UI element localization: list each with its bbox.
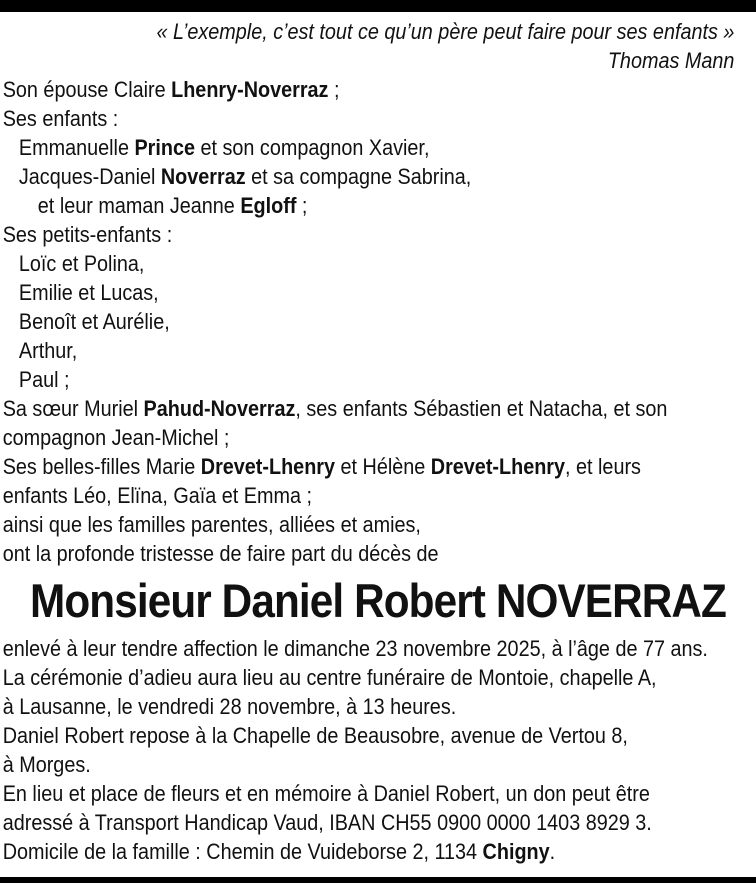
family-line xyxy=(0,365,756,394)
family-line xyxy=(0,249,756,278)
text-segment: Benoît et Aurélie, xyxy=(18,309,170,334)
top-border-bar xyxy=(0,0,756,12)
text-segment: Daniel Robert repose à la Chapelle de Beausobre, avenue de Vertou 8, xyxy=(2,723,628,748)
text-segment: Ses belles-filles Marie xyxy=(2,454,201,479)
family-line xyxy=(0,539,756,568)
ceremony-line xyxy=(0,634,756,663)
text-segment: à Morges. xyxy=(2,752,91,777)
text-segment: et Hélène xyxy=(335,454,431,479)
text-segment: et leur maman Jeanne xyxy=(37,193,241,218)
text-segment: à Lausanne, le vendredi 28 novembre, à 13 heures. xyxy=(2,694,457,719)
text-segment: , ses enfants Sébastien et Natacha, et son xyxy=(295,396,668,421)
text-segment: Domicile de la famille : Chemin de Vuideborse 2, 1134 xyxy=(2,839,483,864)
ceremony-line xyxy=(0,779,756,808)
text-segment: Paul ; xyxy=(18,367,70,392)
text-segment: Sa sœur Muriel xyxy=(2,396,144,421)
family-name-bold: Drevet-Lhenry xyxy=(430,454,566,479)
family-name-bold: Drevet-Lhenry xyxy=(200,454,336,479)
family-name-bold: Prince xyxy=(134,135,195,160)
family-line xyxy=(0,162,756,191)
family-name-bold: Egloff xyxy=(240,193,297,218)
memorial-quote: « L’exemple, c’est tout ce qu’un père peut faire pour ses enfants » xyxy=(156,19,735,44)
text-segment: compagnon Jean-Michel ; xyxy=(2,425,230,450)
text-segment: Loïc et Polina, xyxy=(18,251,145,276)
family-line xyxy=(0,336,756,365)
family-line xyxy=(0,510,756,539)
family-line xyxy=(0,75,756,104)
family-name-bold: Lhenry-Noverraz xyxy=(171,77,329,102)
text-segment: ; xyxy=(328,77,340,102)
family-line xyxy=(0,423,756,452)
text-segment: . xyxy=(549,839,556,864)
family-line xyxy=(0,307,756,336)
ceremony-line xyxy=(0,663,756,692)
text-segment: adressé à Transport Handicap Vaud, IBAN CH55 0900 0000 1403 8929 3. xyxy=(2,810,652,835)
notice-content xyxy=(0,12,756,866)
text-segment: Ses enfants : xyxy=(2,106,119,131)
family-line xyxy=(0,191,756,220)
family-name-bold: Chigny xyxy=(482,839,550,864)
family-line xyxy=(0,452,756,481)
text-segment: ainsi que les familles parentes, alliées et amies, xyxy=(2,512,421,537)
family-line xyxy=(0,278,756,307)
text-segment: , et leurs xyxy=(565,454,641,479)
family-line xyxy=(0,104,756,133)
family-announcement-block xyxy=(0,75,756,568)
bottom-border-bar xyxy=(0,877,756,883)
text-segment: Emmanuelle xyxy=(18,135,135,160)
ceremony-line xyxy=(0,837,756,866)
ceremony-line xyxy=(0,692,756,721)
family-name-bold: Noverraz xyxy=(160,164,246,189)
family-name-bold: Pahud-Noverraz xyxy=(143,396,296,421)
text-segment: Arthur, xyxy=(18,338,78,363)
text-segment: enlevé à leur tendre affection le dimanche 23 novembre 2025, à l’âge de 77 ans. xyxy=(2,636,708,661)
ceremony-line xyxy=(0,808,756,837)
text-segment: ; xyxy=(296,193,308,218)
text-segment: et sa compagne Sabrina, xyxy=(245,164,472,189)
deceased-name-title: Monsieur Daniel Robert NOVERRAZ xyxy=(30,574,726,627)
ceremony-line xyxy=(0,750,756,779)
text-segment: et son compagnon Xavier, xyxy=(194,135,430,160)
text-segment: Jacques-Daniel xyxy=(18,164,161,189)
ceremony-line xyxy=(0,721,756,750)
family-line xyxy=(0,394,756,423)
family-line xyxy=(0,220,756,249)
text-segment: La cérémonie d’adieu aura lieu au centre funéraire de Montoie, chapelle A, xyxy=(2,665,657,690)
text-segment: ont la profonde tristesse de faire part du décès de xyxy=(2,541,439,566)
quote-attribution: Thomas Mann xyxy=(607,48,735,73)
text-segment: Son épouse Claire xyxy=(2,77,172,102)
text-segment: Emilie et Lucas, xyxy=(18,280,159,305)
text-segment: Ses petits-enfants : xyxy=(2,222,173,247)
text-segment: enfants Léo, Elïna, Gaïa et Emma ; xyxy=(2,483,312,508)
family-line xyxy=(0,133,756,162)
text-segment: En lieu et place de fleurs et en mémoire à Daniel Robert, un don peut être xyxy=(2,781,650,806)
memorial-quote-block xyxy=(0,17,756,75)
ceremony-details-block xyxy=(0,634,756,866)
family-line xyxy=(0,481,756,510)
